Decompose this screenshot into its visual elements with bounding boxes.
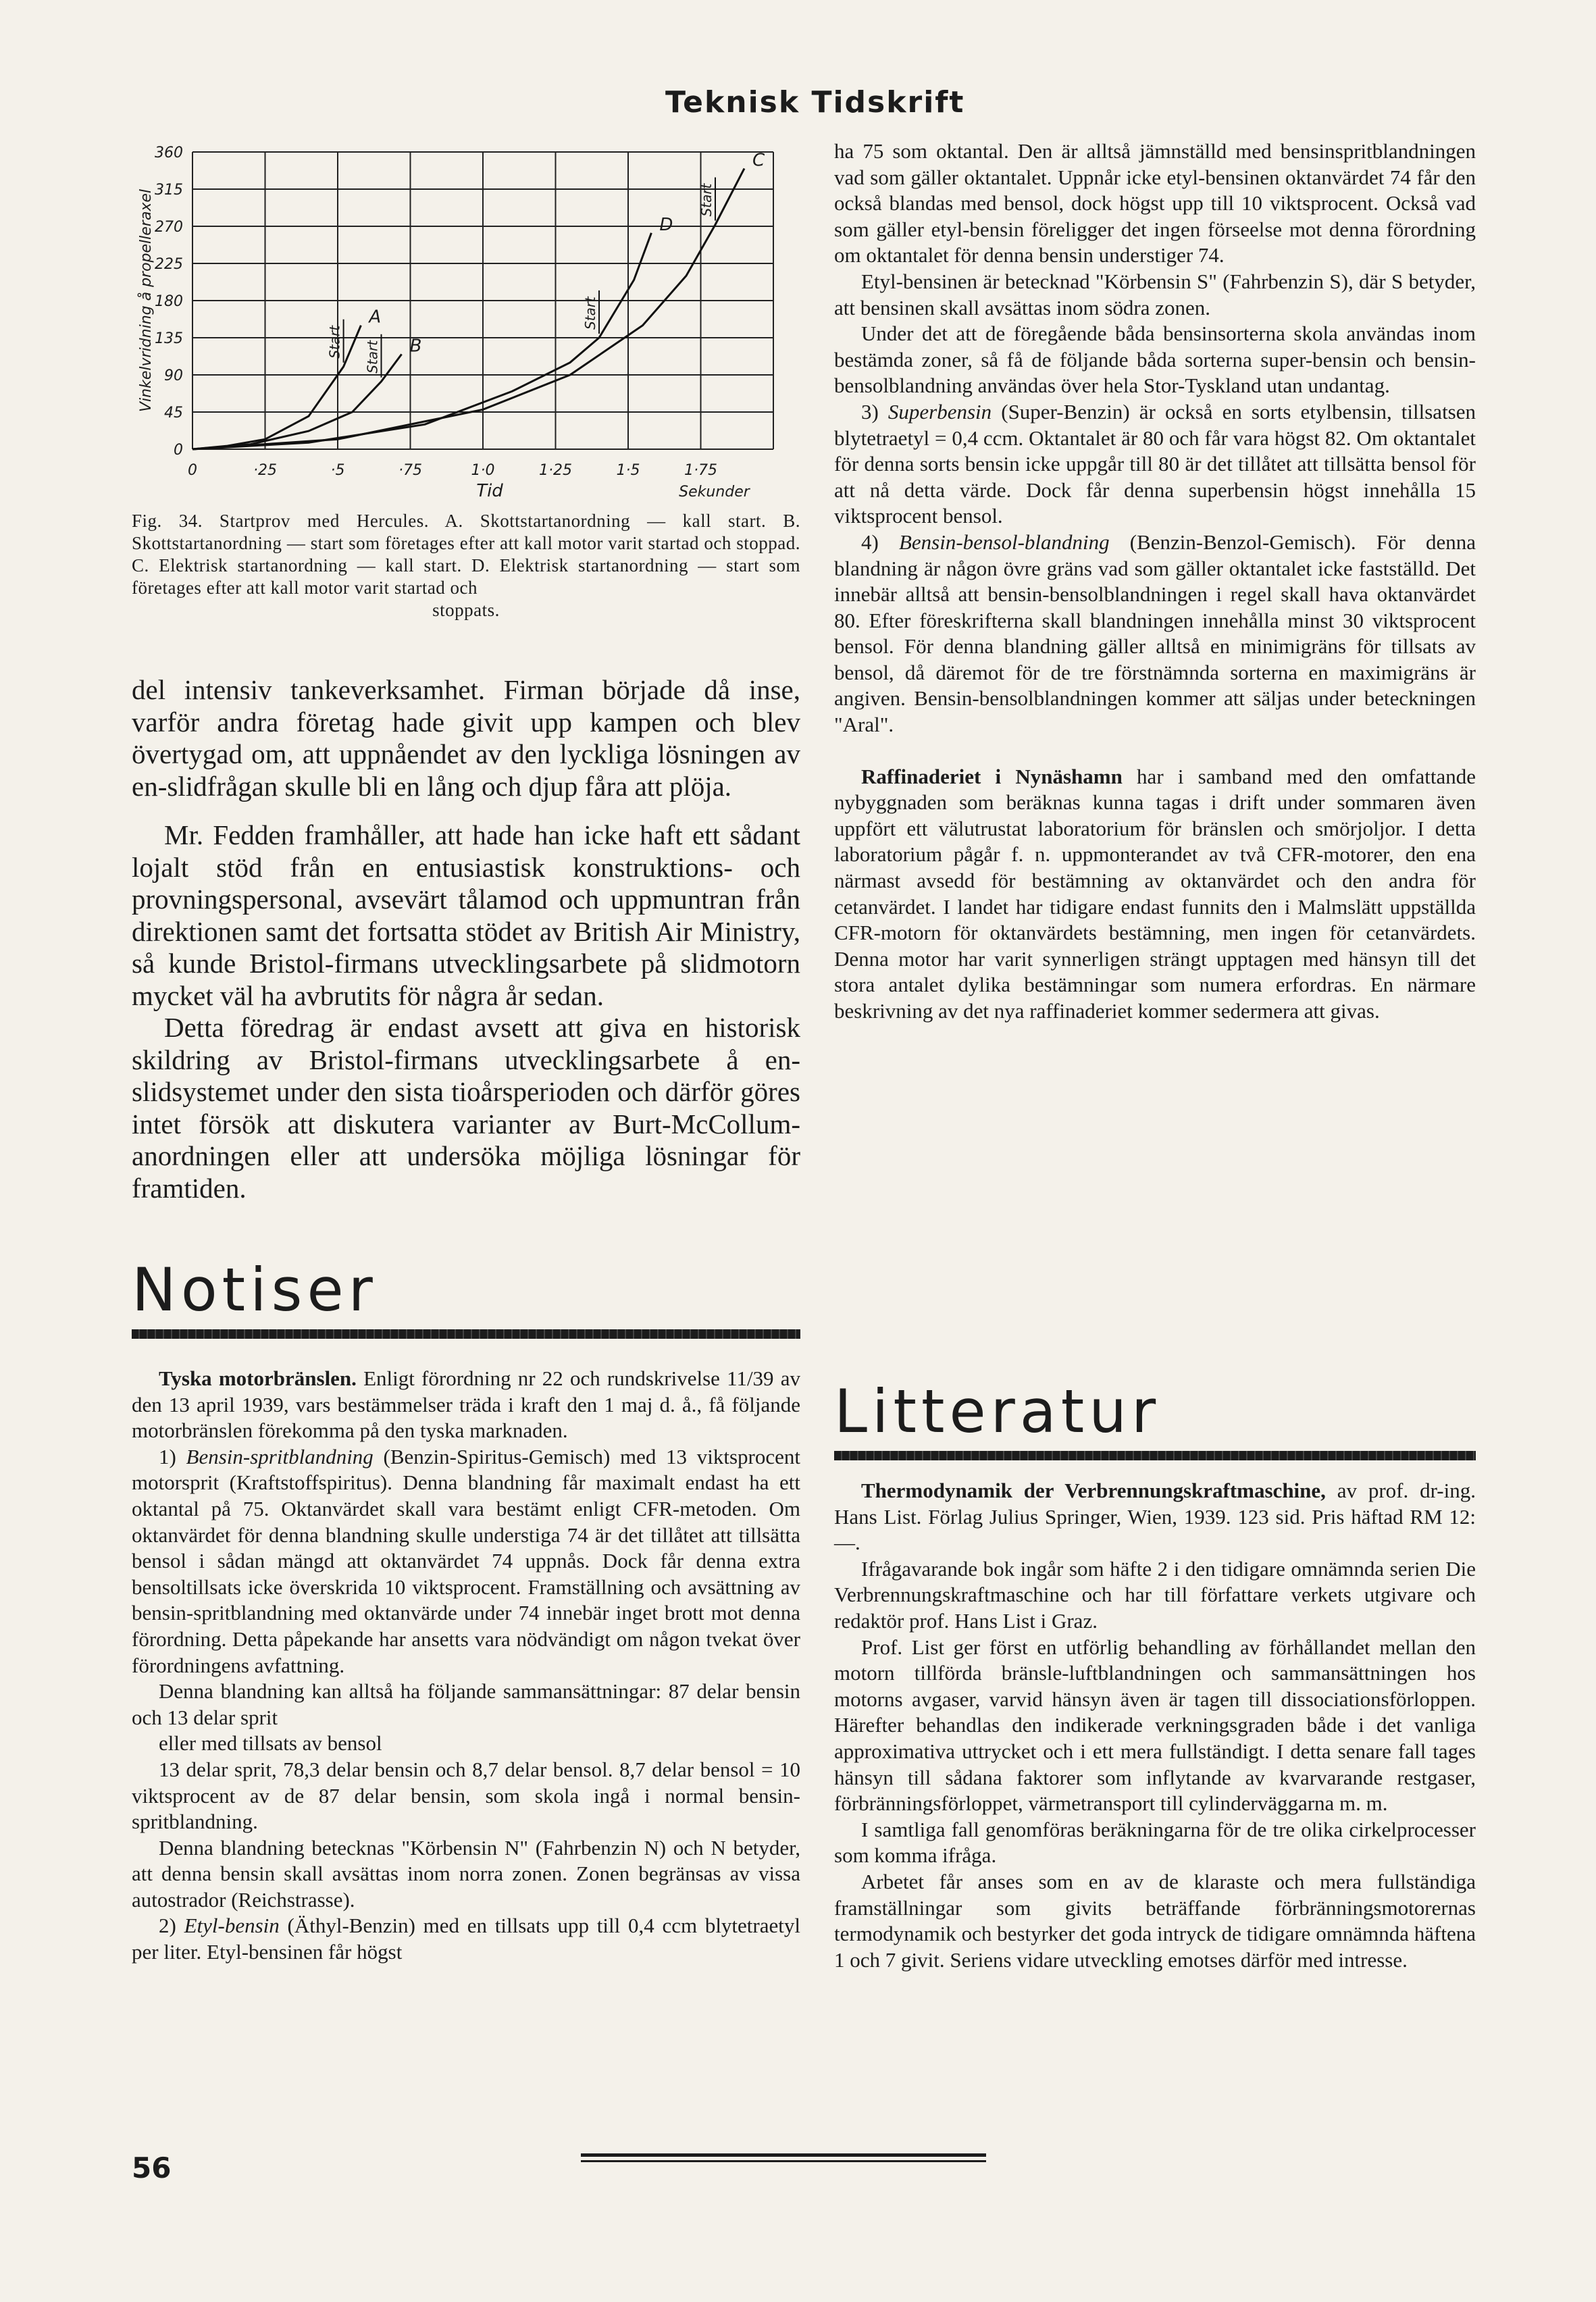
review-paragraph: I samtliga fall genomföras beräkningarna för de tre olika cirkelprocesser som komma ifråga. (834, 1817, 1476, 1868)
item-name: Bensin-spritblandning (186, 1444, 374, 1468)
review-paragraph: Ifrågavarande bok ingår som häfte 2 i den tidigare omnämnda serien Die Verbrennungskraftmaschine och har till författare verkets utgivare och redaktör prof. Hans List i Graz. (834, 1556, 1476, 1633)
section-rule (834, 1451, 1476, 1460)
y-tick-label: 180 (155, 293, 183, 310)
x-tick-label: 1·25 (539, 462, 572, 479)
x-tick-label: ·5 (330, 462, 345, 479)
item-number: 4) (861, 530, 899, 554)
section-heading-notiser: Notiser (132, 1255, 378, 1325)
x-axis-label: Tid (476, 481, 503, 501)
notice-paragraph: Etyl-bensinen är betecknad "Körbensin S" (Fahrbenzin S), där S betyder, att bensinen skall avsättas inom södra zonen. (834, 269, 1476, 319)
notice-text: har i samband med den omfattande nybyggnaden som beräknas kunna tagas i drift under sommaren även uppfört ett välutrustat laboratorium för bränslen och smörjoljor. I detta laboratorium pågår f. n. uppmonterandet av två CFR-motorer, den ena närmast avsedd för bestämning av oktanvärdet och den andra för cetanvärdet. I landet har tidigare endast funnits den i Malmslätt uppställda CFR-motorn för oktanvärdets bestämning, men ingen för cetanvärdets. Denna motor har varit synnerligen strängt upptagen med hänsyn till det stora antalet dylika bestämningar som numera erfordras. En närmare beskrivning av det nya raffinaderiet kommer sedermera att givas. (834, 764, 1476, 1023)
review-paragraph: Arbetet får anses som en av de klaraste och mera fullständiga framställningar som givits beträffande förbränningsmotorernas termodynamik och bestyrker det goda intryck de tidigare omnämnda häftena 1 och 7 givit. Seriens vidare utveckling emotses därför med intresse. (834, 1869, 1476, 1972)
start-label: Start (698, 183, 715, 217)
series-label: C (752, 150, 765, 171)
series-line (192, 233, 651, 449)
notice-fuels (132, 1366, 800, 1966)
start-label: Start (364, 340, 381, 374)
y-tick-label: 225 (155, 256, 183, 273)
x-tick-label: 0 (188, 462, 197, 479)
y-tick-label: 315 (155, 182, 183, 199)
y-tick-label: 90 (164, 367, 183, 384)
figure (132, 142, 800, 621)
notice-title: Raffinaderiet i Nynäshamn (861, 764, 1123, 788)
figure-caption-main: Fig. 34. Startprov med Hercules. A. Skottstartanordning — kall start. B. Skottstartanordning — start som företages efter att kall motor varit startad och stoppad. C. Elektrisk startanordning — kall start. D. Elektrisk startanordning — start som företages efter att kall motor varit startad och (132, 511, 800, 598)
item-name: Superbensin (887, 399, 992, 424)
article-paragraph: Mr. Fedden framhåller, att hade han icke haft ett sådant lojalt stöd från en entusiastisk konstruktions- och provningspersonal, avsevärt tålamod och uppmuntran från direktionen samt det fortsatta stödet av British Air Ministry, så kunde Bristol-firmans utvecklingsarbete på slidmotorn mycket väl ha avbrutits för några år sedan. (132, 819, 800, 1011)
book-review (834, 1478, 1476, 1973)
start-label: Start (582, 297, 598, 330)
y-tick-label: 0 (174, 442, 183, 459)
journal-title: Teknisk Tidskrift (665, 85, 965, 120)
notice-fuels-continued (834, 138, 1476, 1025)
item-number: 1) (159, 1444, 186, 1468)
book-info: av prof. dr-ing. Hans List. Förlag Julius Springer, Wien, 1939. 123 sid. Pris häftad RM 12: —. (834, 1479, 1476, 1555)
x-tick-label: 1·0 (471, 462, 495, 479)
x-tick-label: 1·5 (616, 462, 640, 479)
chart (132, 142, 800, 507)
series-label: B (409, 336, 422, 357)
footer-rule (581, 2153, 986, 2157)
figure-caption-end: stoppats. (432, 600, 500, 620)
footer-rule (581, 2160, 986, 2162)
notice-paragraph: Denna blandning betecknas "Körbensin N" (Fahrbenzin N) och N betyder, att denna bensin skall avsättas inom norra zonen. Zonen begränsas av vissa autostrador (Reichstrasse). (132, 1835, 800, 1912)
item-name: Etyl-bensin (184, 1914, 280, 1938)
y-axis-label: Vinkelvridning å propelleraxel (138, 189, 155, 412)
start-label: Start (326, 325, 343, 359)
item-text: (Super-Benzin) är också en sorts etylbensin, tillsatsen blytetraetyl = 0,4 ccm. Oktantalet är 80 och får vara högst 82. Om oktantalet för denna sorts bensin icke uppgår till 80 är det tillåtet att tillsätta bensol för att nå detta värde. Dock får denna superbensin högst innehålla 15 viktsprocent bensol. (834, 399, 1476, 528)
item-number: 2) (159, 1914, 184, 1938)
litteratur-section (834, 1378, 1476, 1460)
series-label: A (369, 307, 382, 328)
item-text: (Äthyl-Benzin) med en tillsats upp till 0,4 ccm blytetraetyl per liter. Etyl-bensinen får högst (132, 1914, 800, 1964)
article-paragraph: Detta föredrag är endast avsett att giva en historisk skildring av Bristol-firmans utvecklingsarbete å en-slidsystemet under den sista tioårsperioden och därför göres intet försök att diskutera varianter av Burt-McCollum-anordningen eller att undersöka möjliga lösningar för framtiden. (132, 1012, 800, 1204)
left-article (132, 674, 800, 1204)
notice-paragraph: Under det att de föregående båda bensinsorterna skola användas inom bestämda zoner, så få de följande båda sorterna super-bensin och bensin-bensolblandning användas över hela Stor-Tyskland utan undantag. (834, 322, 1476, 398)
notice-paragraph: 13 delar sprit, 78,3 delar bensin och 8,7 delar bensol. 8,7 delar bensol = 10 viktsprocent av de 87 delar bensin, som skola ingå i normal bensin-spritblandning. (132, 1757, 800, 1834)
page-number: 56 (132, 2151, 172, 2184)
article-paragraph: del intensiv tankeverksamhet. Firman började då inse, varför andra företag hade givit upp kampen och blev övertygad om, att uppnåendet av den lyckliga lösningen av en-slidfrågan skulle bli en lång och djup fåra att plöja. (132, 674, 800, 802)
notiser-section (132, 1256, 800, 1339)
item-text: (Benzin-Benzol-Gemisch). För denna blandning är någon övre gräns vad som gäller oktantalet icke fastställd. Det innebär alltså att bensin-bensolblandningen i regel skall hava oktanvärdet 80. Efter föreskrifterna skall blandningen innehålla minst 30 viktsprocent bensol. För denna blandning gäller alltså en minimigräns för tillsats av bensol, då däremot för de tre förstnämnda sorterna en maximigräns är angiven. Bensin-bensolblandningen kommer att säljas under beteckningen "Aral". (834, 530, 1476, 737)
notice-title: Tyska motorbränslen. (159, 1366, 357, 1390)
x-tick-label: ·25 (253, 462, 277, 479)
x-axis-unit: Sekunder (679, 484, 750, 501)
notice-intro: Enligt förordning nr 22 och rundskrivelse 11/39 av den 13 april 1939, vars bestämmelser träda i kraft den 1 maj d. å., få följande motorbränslen förekomma på den tyska marknaden. (132, 1366, 800, 1443)
notice-paragraph: Denna blandning kan alltså ha följande sammansättningar: 87 delar bensin och 13 delar sprit (132, 1679, 800, 1729)
y-tick-label: 135 (155, 330, 183, 347)
item-name: Bensin-bensol-blandning (898, 530, 1110, 554)
review-paragraph: Prof. List ger först en utförlig behandling av förhållandet mellan den motorn tillförda bränsle-luftblandningen och sammansättningen hos motorns avgaser, varvid hänsyn även är tagen till dissociationsförloppen. Härefter behandlas den indikerade verkningsgraden både i det vanliga approximativa uttrycket och i ett mera fullständigt. I detta senare fall tages hänsyn till sådana faktorer som inflytande av kvarvarande restgaser, förbränningsförloppet, värmetransport till cylinderväggarna m. m. (834, 1635, 1476, 1816)
y-tick-label: 45 (164, 405, 183, 421)
x-tick-label: ·75 (398, 462, 422, 479)
y-tick-label: 270 (155, 219, 183, 236)
x-tick-label: 1·75 (684, 462, 717, 479)
book-title: Thermodynamik der Verbrennungskraftmaschine, (861, 1479, 1326, 1502)
item-number: 3) (861, 399, 888, 424)
figure-caption (132, 510, 800, 621)
section-rule (132, 1329, 800, 1339)
series-label: D (659, 214, 673, 235)
item-text: (Benzin-Spiritus-Gemisch) med 13 viktsprocent motorsprit (Kraftstoffspiritus). Denna blandning får maximalt endast ha ett oktantal på 75. Oktanvärdet skall vara bestämt enligt CFR-metoden. Om oktanvärdet för denna blandning skulle understiga 74 är det tillåtet att tillsätta bensol i sådan mängd att oktanvärdet 74 uppnås. Dock får denna extra bensoltillsats icke överskrida 10 viktsprocent. Framställning och avsättning av bensin-spritblandning med oktanvärde under 74 innebär inget brott mot denna förordning. Detta påpekande har ansetts vara nödvändigt om någon tvekat över förordningens avfattning. (132, 1444, 800, 1677)
notice-paragraph: ha 75 som oktantal. Den är alltså jämnställd med bensinspritblandningen vad som gäller oktantalet. Uppnår icke etyl-bensinen oktanvärdet 74 får den också blandas med bensol, dock högst upp till 10 viktsprocent. Också vad som gäller etyl-bensin föreligger det ingen förseelse mot denna förordning om oktantalet för denna bensin understiger 74. (834, 139, 1476, 267)
notice-paragraph: eller med tillsats av bensol (159, 1731, 382, 1756)
section-heading-litteratur: Litteratur (834, 1377, 1161, 1446)
y-tick-label: 360 (155, 145, 183, 161)
